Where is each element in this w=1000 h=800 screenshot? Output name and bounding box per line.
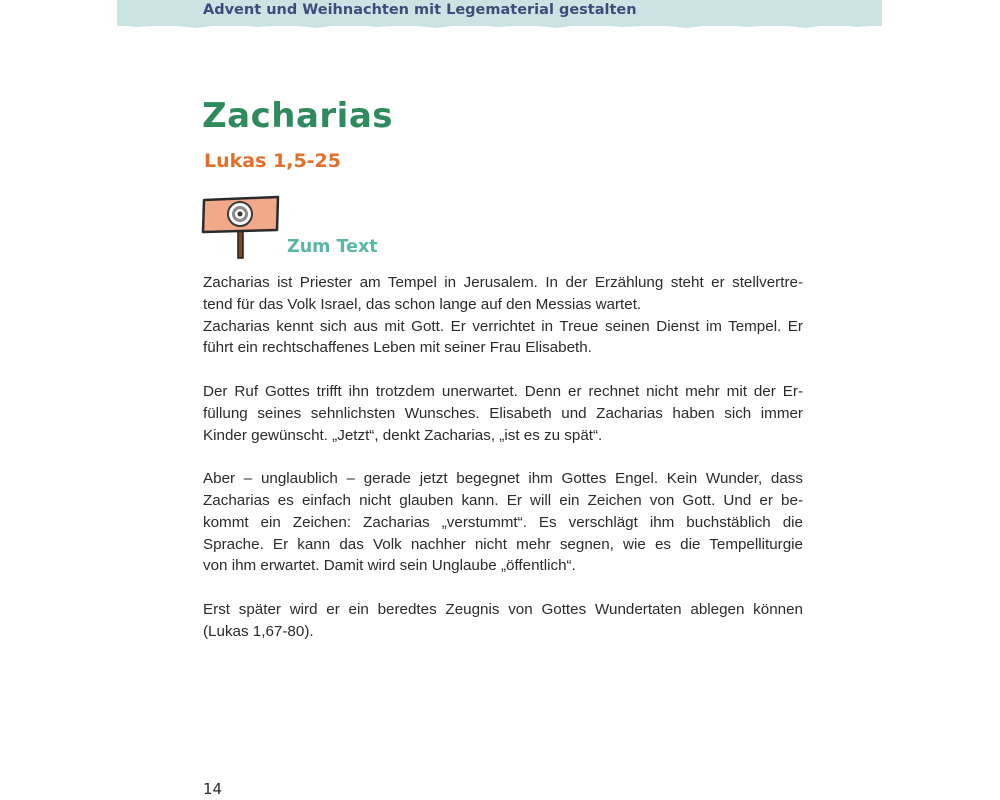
- text-line: Zacharias es einfach nicht glauben kann. Er will ein Zeichen von Gott. Und er be-: [203, 491, 803, 509]
- running-head: Advent und Weihnachten mit Legematerial gestalten: [203, 2, 637, 18]
- text-line: von ihm erwartet. Damit wird sein Unglaube „öffentlich“.: [203, 557, 576, 575]
- page-title: Zacharias: [202, 96, 394, 136]
- paragraph: [203, 468, 803, 577]
- page-number: 14: [203, 780, 223, 798]
- text-line: Aber – unglaublich – gerade jetzt begegnet ihm Gottes Engel. Kein Wunder, dass: [203, 470, 803, 488]
- text-line: führt ein rechtschaffenes Leben mit seiner Frau Elisabeth.: [203, 339, 592, 357]
- text-line: kommt ein Zeichen: Zacharias „verstummt“. Es verschlägt ihm buchstäblich die: [203, 513, 803, 531]
- paragraph: [203, 381, 803, 446]
- text-line: Sprache. Er kann das Volk nachher nicht mehr segnen, wie es die Tempelliturgie: [203, 535, 803, 553]
- text-line: (Lukas 1,67-80).: [203, 622, 314, 640]
- body-text: [203, 272, 803, 664]
- paragraph: [203, 599, 803, 643]
- text-line: Der Ruf Gottes trifft ihn trotzdem unerwartet. Denn er rechnet nicht mehr mit der Er-: [203, 382, 803, 400]
- text-line: füllung seines sehnlichsten Wunsches. Elisabeth und Zacharias haben sich immer: [203, 404, 803, 422]
- torn-edge: [117, 22, 882, 32]
- text-line: Kinder gewünscht. „Jetzt“, denkt Zacharias, „ist es zu spät“.: [203, 426, 603, 444]
- text-line: Zacharias ist Priester am Tempel in Jerusalem. In der Erzählung steht er stellvertre-: [203, 274, 803, 291]
- section-heading: Zum Text: [287, 237, 378, 257]
- text-line: Zacharias kennt sich aus mit Gott. Er verrichtet in Treue seinen Dienst im Tempel. Er: [203, 317, 803, 335]
- signpost-target-icon: [200, 194, 282, 260]
- paragraph: [203, 272, 803, 359]
- text-line: tend für das Volk Israel, das schon lange auf den Messias wartet.: [203, 295, 642, 313]
- bible-reference: Lukas 1,5-25: [204, 150, 341, 172]
- text-line: Erst später wird er ein beredtes Zeugnis von Gottes Wundertaten ablegen können: [203, 600, 803, 618]
